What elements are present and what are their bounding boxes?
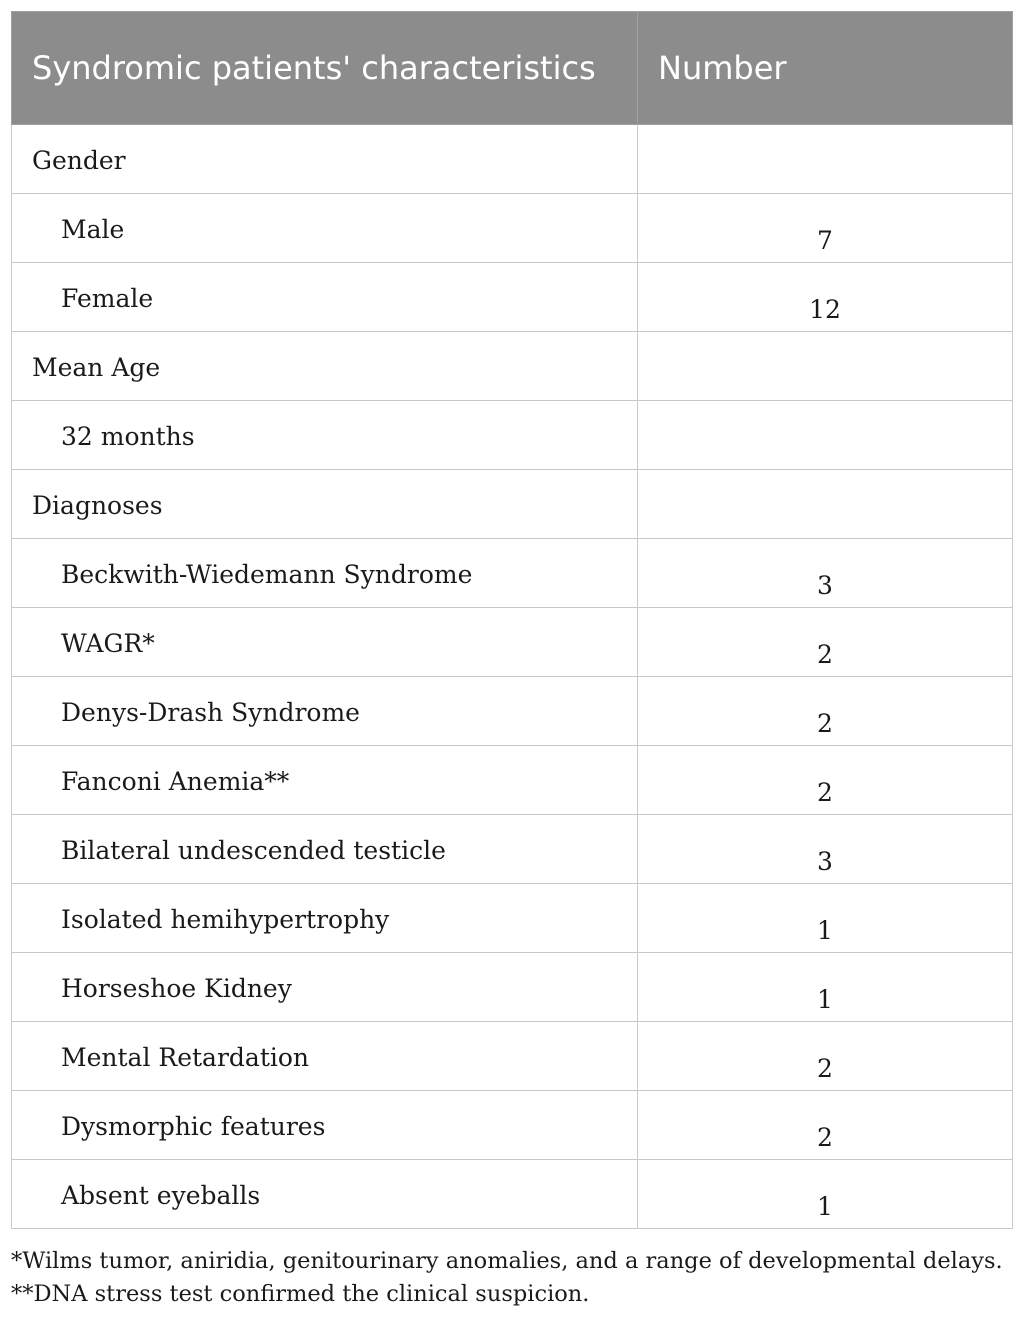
row-label: Mental Retardation <box>61 1043 310 1072</box>
table-row <box>12 953 1013 1022</box>
row-number-cell <box>638 125 1013 194</box>
table-row <box>12 263 1013 332</box>
table-row <box>12 1022 1013 1091</box>
row-number-cell <box>638 1022 1013 1091</box>
row-label-cell <box>12 332 638 401</box>
row-label-cell <box>12 953 638 1022</box>
table-header-row <box>12 12 1013 125</box>
row-number-cell <box>638 194 1013 263</box>
row-label-cell <box>12 263 638 332</box>
characteristics-table-container <box>11 11 1012 1229</box>
row-label: Male <box>61 215 125 244</box>
row-number-cell <box>638 884 1013 953</box>
row-label-cell <box>12 815 638 884</box>
row-label-cell <box>12 1160 638 1229</box>
table-row <box>12 332 1013 401</box>
row-number-cell <box>638 1091 1013 1160</box>
header-number: Number <box>638 12 1013 125</box>
table-row <box>12 401 1013 470</box>
row-number: 2 <box>817 1123 833 1152</box>
row-label-cell <box>12 539 638 608</box>
row-label: Dysmorphic features <box>61 1112 326 1141</box>
row-label: Mean Age <box>32 353 161 382</box>
row-label: Female <box>61 284 154 313</box>
row-label-cell <box>12 884 638 953</box>
row-number-cell <box>638 332 1013 401</box>
row-number-cell <box>638 608 1013 677</box>
row-label: Isolated hemihypertrophy <box>61 905 390 934</box>
header-characteristic: Syndromic patients' characteristics <box>12 12 638 125</box>
table-row <box>12 1160 1013 1229</box>
row-label-cell <box>12 746 638 815</box>
row-number: 2 <box>817 1054 833 1083</box>
footnote-fanconi: **DNA stress test confirmed the clinical suspicion. <box>11 1281 590 1307</box>
footnotes <box>11 1245 1016 1311</box>
row-number: 1 <box>817 916 833 945</box>
row-number: 3 <box>817 847 833 876</box>
table-row <box>12 677 1013 746</box>
row-label: Absent eyeballs <box>61 1181 261 1210</box>
row-number: 1 <box>817 985 833 1014</box>
row-number-cell <box>638 953 1013 1022</box>
row-number-cell <box>638 815 1013 884</box>
table-row <box>12 884 1013 953</box>
row-label-cell <box>12 401 638 470</box>
row-number-cell <box>638 470 1013 539</box>
row-label: Diagnoses <box>32 491 163 520</box>
row-number-cell <box>638 677 1013 746</box>
row-number: 2 <box>817 640 833 669</box>
row-number: 1 <box>817 1192 833 1221</box>
table-row <box>12 470 1013 539</box>
row-label: Beckwith-Wiedemann Syndrome <box>61 560 473 589</box>
row-number: 2 <box>817 709 833 738</box>
row-label-cell <box>12 1091 638 1160</box>
row-label: Horseshoe Kidney <box>61 974 292 1003</box>
row-label-cell <box>12 194 638 263</box>
row-number: 2 <box>817 778 833 807</box>
row-label: Gender <box>32 146 126 175</box>
row-number-cell <box>638 401 1013 470</box>
row-label: WAGR* <box>61 629 155 658</box>
table-row <box>12 815 1013 884</box>
row-label-cell <box>12 470 638 539</box>
table-row <box>12 746 1013 815</box>
characteristics-table <box>11 11 1013 1229</box>
footnote-wagr: *Wilms tumor, aniridia, genitourinary anomalies, and a range of developmental delays. <box>11 1248 1003 1274</box>
row-label: Fanconi Anemia** <box>61 767 290 796</box>
table-body <box>12 125 1013 1229</box>
row-number-cell <box>638 263 1013 332</box>
row-number-cell <box>638 539 1013 608</box>
row-number: 7 <box>817 226 833 255</box>
row-number: 3 <box>817 571 833 600</box>
row-label-cell <box>12 608 638 677</box>
row-label: Denys-Drash Syndrome <box>61 698 360 727</box>
row-number: 12 <box>809 295 841 324</box>
row-label: 32 months <box>61 422 195 451</box>
table-row <box>12 608 1013 677</box>
table-row <box>12 194 1013 263</box>
table-row <box>12 1091 1013 1160</box>
table-row <box>12 539 1013 608</box>
row-label: Bilateral undescended testicle <box>61 836 446 865</box>
row-label-cell <box>12 125 638 194</box>
row-number-cell <box>638 1160 1013 1229</box>
row-label-cell <box>12 677 638 746</box>
table-row <box>12 125 1013 194</box>
row-number-cell <box>638 746 1013 815</box>
row-label-cell <box>12 1022 638 1091</box>
